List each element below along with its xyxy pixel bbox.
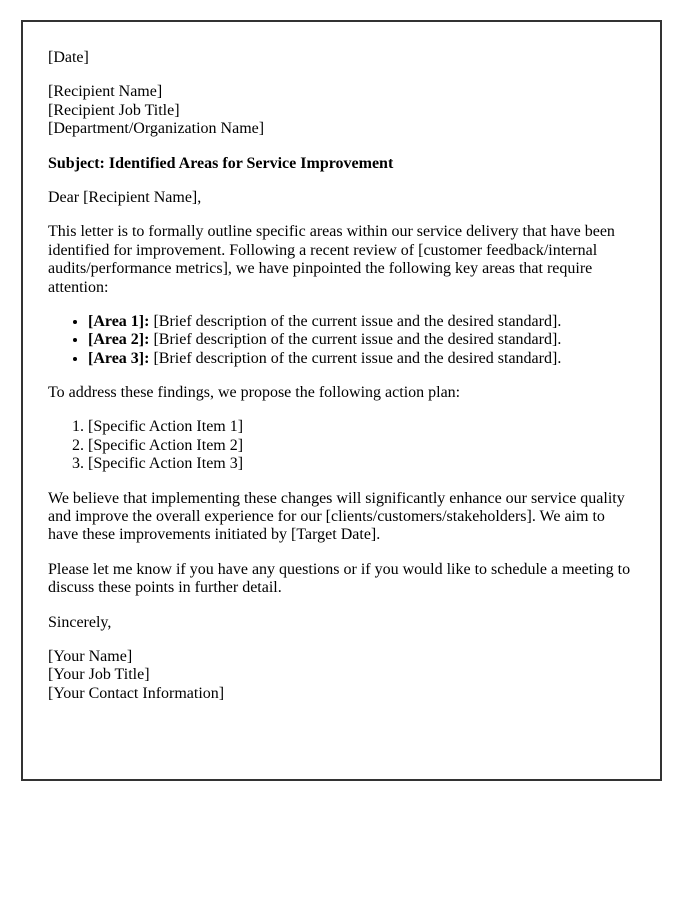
action-item-2: 2. [Specific Action Item 2] [88, 437, 635, 455]
sender-name: [Your Name] [48, 647, 133, 665]
salutation: Dear [Recipient Name], [48, 188, 202, 206]
action-plan-intro: To address these findings, we propose the following action plan: [48, 384, 461, 402]
area-item-2 [88, 331, 635, 349]
action-items-list [48, 418, 635, 473]
action-item-3: 3. [Specific Action Item 3] [88, 455, 635, 473]
sender-contact: [Your Contact Information] [48, 684, 225, 702]
letter-document [21, 20, 662, 781]
area-3-label: [Area 3]: [88, 349, 150, 367]
areas-list [48, 313, 635, 368]
subject-line: Subject: Identified Areas for Service Improvement [48, 154, 394, 172]
recipient-job-title: [Recipient Job Title] [48, 101, 180, 119]
area-item-1 [88, 313, 635, 331]
date-line: [Date] [48, 49, 89, 66]
area-1-label: [Area 1]: [88, 312, 150, 330]
action-item-1: 1. [Specific Action Item 1] [88, 418, 635, 436]
recipient-block [48, 83, 635, 138]
area-1-description: [Brief description of the current issue and the desired standard]. [149, 312, 562, 330]
area-3-description: [Brief description of the current issue and the desired standard]. [149, 349, 562, 367]
benefits-paragraph: We believe that implementing these changes will significantly enhance our service quality and improve the overall experience for our [clients/customers/stakeholders]. We aim to have these improvements initiated by [Target Date]. [48, 489, 625, 544]
intro-paragraph: This letter is to formally outline specific areas within our service delivery that have been identified for improvement. Following a recent review of [customer feedback/internal audits/performance metrics], we have pinpointed the following key areas that require attention: [48, 223, 615, 296]
recipient-name: [Recipient Name] [48, 83, 163, 101]
area-item-3 [88, 350, 635, 368]
area-2-label: [Area 2]: [88, 331, 150, 349]
closing-paragraph: Please let me know if you have any questions or if you would like to schedule a meeting to discuss these points in further detail. [48, 560, 631, 597]
sender-job-title: [Your Job Title] [48, 666, 150, 684]
recipient-organization: [Department/Organization Name] [48, 120, 265, 138]
area-2-description: [Brief description of the current issue and the desired standard]. [149, 331, 562, 349]
sign-off: Sincerely, [48, 613, 112, 631]
sender-block [48, 648, 635, 703]
